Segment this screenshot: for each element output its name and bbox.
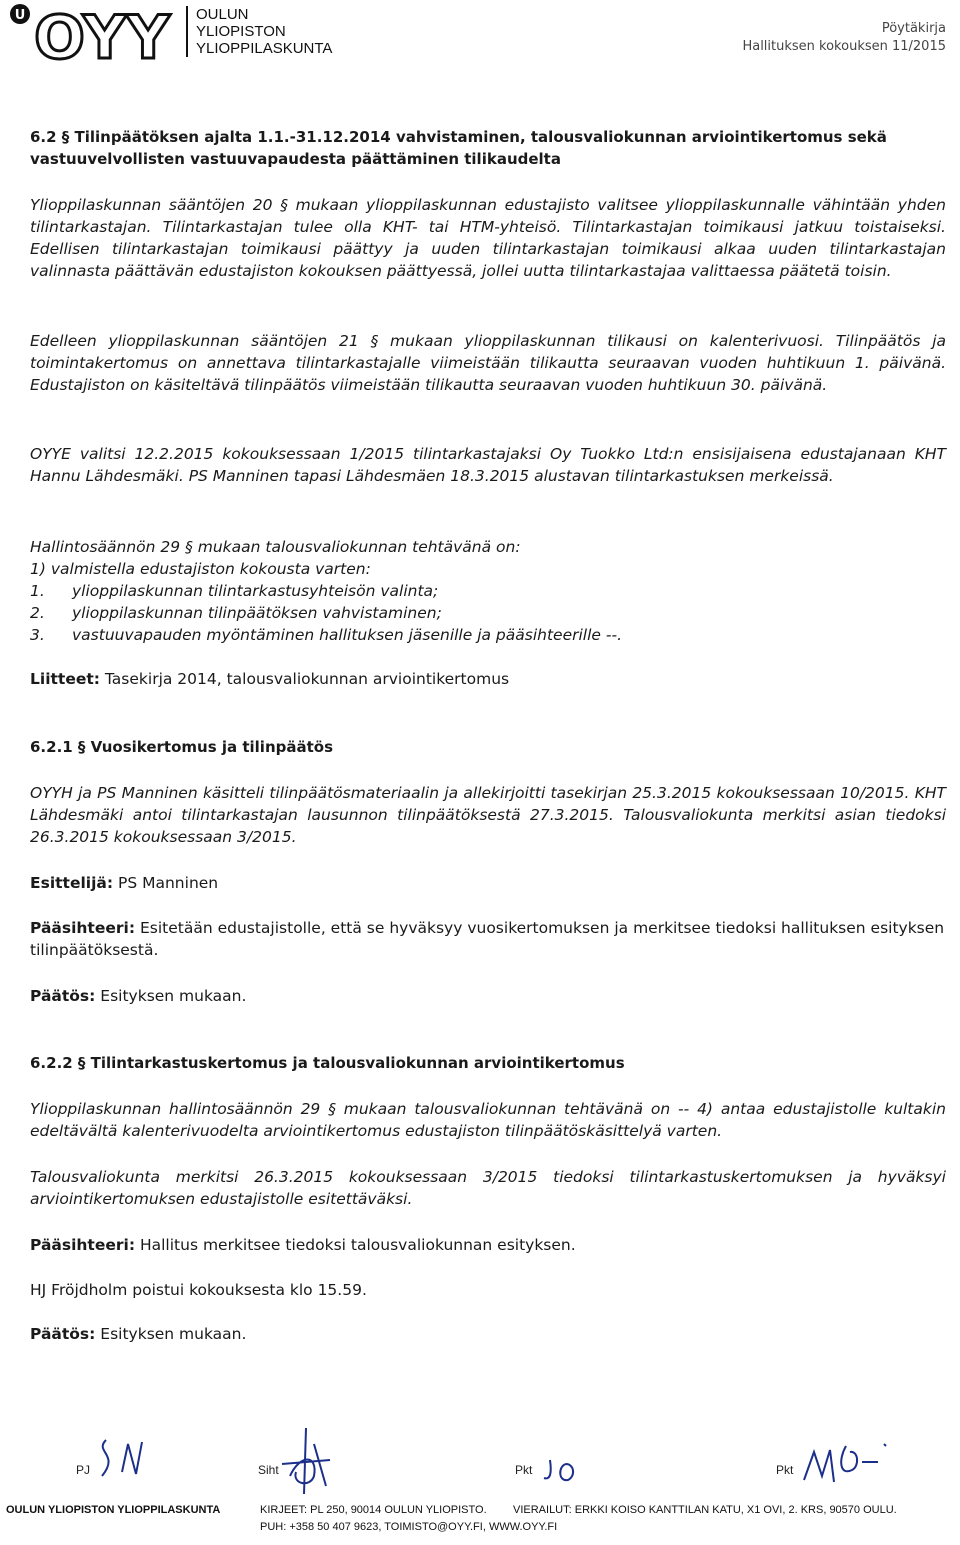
section-6-2-heading — [30, 126, 946, 170]
attachments-text: Tasekirja 2014, talousvaliokunnan arviointikertomus — [104, 670, 510, 688]
section-6-2-2-heading: 6.2.2 § Tilintarkastuskertomus ja talousvaliokunnan arviointikertomus — [30, 1054, 625, 1072]
signature-pkt-2 — [800, 1436, 890, 1496]
signature-label-siht: Siht — [258, 1463, 279, 1477]
org-line-1: OULUN — [196, 6, 249, 23]
logo-text: OYY — [34, 3, 170, 64]
org-line-2: YLIOPISTON — [196, 23, 286, 40]
footer-contact: PUH: +358 50 407 9623, TOIMISTO@OYY.FI, WWW.OYY.FI — [260, 1521, 558, 1533]
list-item: 2. ylioppilaskunnan tilinpäätöksen vahvistaminen; — [30, 604, 442, 622]
decision-label: Päätös: — [30, 1325, 96, 1343]
general-secretary-proposal — [30, 917, 946, 961]
list-item: 3. vastuuvapauden myöntäminen hallituksen jäsenille ja pääsihteerille --. — [30, 626, 622, 644]
paragraph-audit-report: Talousvaliokunta merkitsi 26.3.2015 kokouksessaan 3/2015 tiedoksi tilintarkastuskertomuksen ja hyväksyi arviointikertomuksen edustajistolle esitettäväksi. — [30, 1168, 946, 1208]
attachments — [30, 668, 946, 690]
decision-text: Esityksen mukaan. — [100, 1325, 247, 1343]
section-6-2-1-heading: 6.2.1 § Vuosikertomus ja tilinpäätös — [30, 738, 334, 756]
footer — [6, 1502, 897, 1536]
presenter — [30, 872, 946, 894]
paragraph-auditor-rules: Ylioppilaskunnan sääntöjen 20 § mukaan ylioppilaskunnan edustajisto valitsee ylioppilaskunnalle vähintään yhden tilintarkastajan. Tilintarkastajan tulee olla KHT- tai HTM-yhteisö. Tilintarkastajan toimikausi jatkuu toistaiseksi. Edellisen tilintarkastajan toimikausi päättyy ja uuden tilintarkastajan toimikausi alkaa uuden tilintarkastajan valinnasta päättävän edustajiston kokouksen päättyessä, jollei uutta tilintarkastajaa valittaessa päätetä toisin. — [30, 196, 946, 280]
heading-line-1: 6.2 § Tilinpäätöksen ajalta 1.1.-31.12.2014 vahvistaminen, talousvaliokunnan arviointikertomus sekä — [30, 128, 887, 146]
attachments-label: Liitteet: — [30, 670, 100, 688]
attendance-note: HJ Fröjdholm poistui kokouksesta klo 15.59. — [30, 1281, 367, 1299]
signature-label-pkt-1: Pkt — [515, 1463, 533, 1477]
heading-line-2: vastuuvelvollisten vastuuvapaudesta päättäminen tilikaudelta — [30, 150, 561, 168]
document-meta — [742, 20, 946, 56]
signature-pkt-1 — [542, 1456, 582, 1490]
org-line-3: YLIOPPILASKUNTA — [196, 40, 333, 57]
gs-label: Pääsihteeri: — [30, 1236, 136, 1254]
paragraph-evaluation: Ylioppilaskunnan hallintosäännön 29 § mukaan talousvaliokunnan tehtävänä on -- 4) antaa edustajistolle kultakin edeltävältä kalenterivuodelta arviointikertomus edustajiston tilinpäätöskäsittelyä varten. — [30, 1100, 946, 1140]
decision — [30, 985, 946, 1007]
list-item: 1. ylioppilaskunnan tilintarkastusyhteisön valinta; — [30, 582, 439, 600]
decision-text: Esityksen mukaan. — [100, 987, 247, 1005]
gs-text: Esitetään edustajistolle, että se hyväksyy vuosikertomuksen ja merkitsee tiedoksi hallituksen esityksen tilinpäätöksestä. — [30, 919, 945, 959]
duty-intro: Hallintosäännön 29 § mukaan talousvaliokunnan tehtävänä on: — [30, 538, 521, 556]
presenter-text: PS Manninen — [118, 874, 219, 892]
presenter-label: Esittelijä: — [30, 874, 114, 892]
decision-label: Päätös: — [30, 987, 96, 1005]
gs-text: Hallitus merkitsee tiedoksi talousvaliokunnan esityksen. — [139, 1236, 576, 1254]
meeting-label: Hallituksen kokouksen 11/2015 — [742, 39, 946, 54]
organization-name — [186, 6, 332, 57]
paragraph-auditor-choice: OYYE valitsi 12.2.2015 kokouksessaan 1/2015 tilintarkastajaksi Oy Tuokko Ltd:n ensisijaisena edustajanaan KHT Hannu Lähdesmäki. PS Manninen tapasi Lähdesmäen 18.3.2015 alustavan tilintarkastuksen merkeissä. — [30, 445, 946, 485]
footer-org: OULUN YLIOPISTON YLIOPPILASKUNTA — [6, 1504, 221, 1516]
paragraph-fiscal-year: Edelleen ylioppilaskunnan sääntöjen 21 § mukaan ylioppilaskunnan tilikausi on kalenterivuosi. Tilinpäätös ja toimintakertomus on annettava tilintarkastajalle viimeistään tilikautta seuraavan vuoden huhtikuun 1. päivänä. Edustajiston on käsiteltävä tilinpäätös viimeistään tilikautta seuraavan vuoden huhtikuun 30. päivänä. — [30, 332, 946, 394]
duty-list — [30, 536, 946, 646]
gs-label: Pääsihteeri: — [30, 919, 136, 937]
oyy-logo — [6, 2, 174, 64]
general-secretary-proposal — [30, 1234, 946, 1256]
signature-siht — [270, 1424, 350, 1504]
paragraph-annual-report: OYYH ja PS Manninen käsitteli tilinpäätösmateriaalin ja allekirjoitti tasekirjan 25.3.2015 kokouksessaan 10/2015. KHT Lähdesmäki antoi tilintarkastajan lausunnon tilinpäätöksestä 27.3.2015. Talousvaliokunta merkitsi asian tiedoksi 26.3.2015 kokouksessaan 3/2015. — [30, 784, 946, 846]
footer-address: KIRJEET: PL 250, 90014 OULUN YLIOPISTO. — [260, 1504, 487, 1516]
signature-pj — [92, 1432, 152, 1491]
duty-sub: 1) valmistella edustajiston kokousta varten: — [30, 560, 371, 578]
svg-text:U: U — [14, 8, 26, 23]
signature-label-pkt-2: Pkt — [776, 1463, 794, 1477]
document-type: Pöytäkirja — [881, 21, 946, 36]
signature-label-pj: PJ — [76, 1463, 91, 1477]
decision — [30, 1323, 946, 1345]
footer-visit: VIERAILUT: ERKKI KOISO KANTTILAN KATU, X1 OVI, 2. KRS, 90570 OULU. — [513, 1504, 897, 1516]
